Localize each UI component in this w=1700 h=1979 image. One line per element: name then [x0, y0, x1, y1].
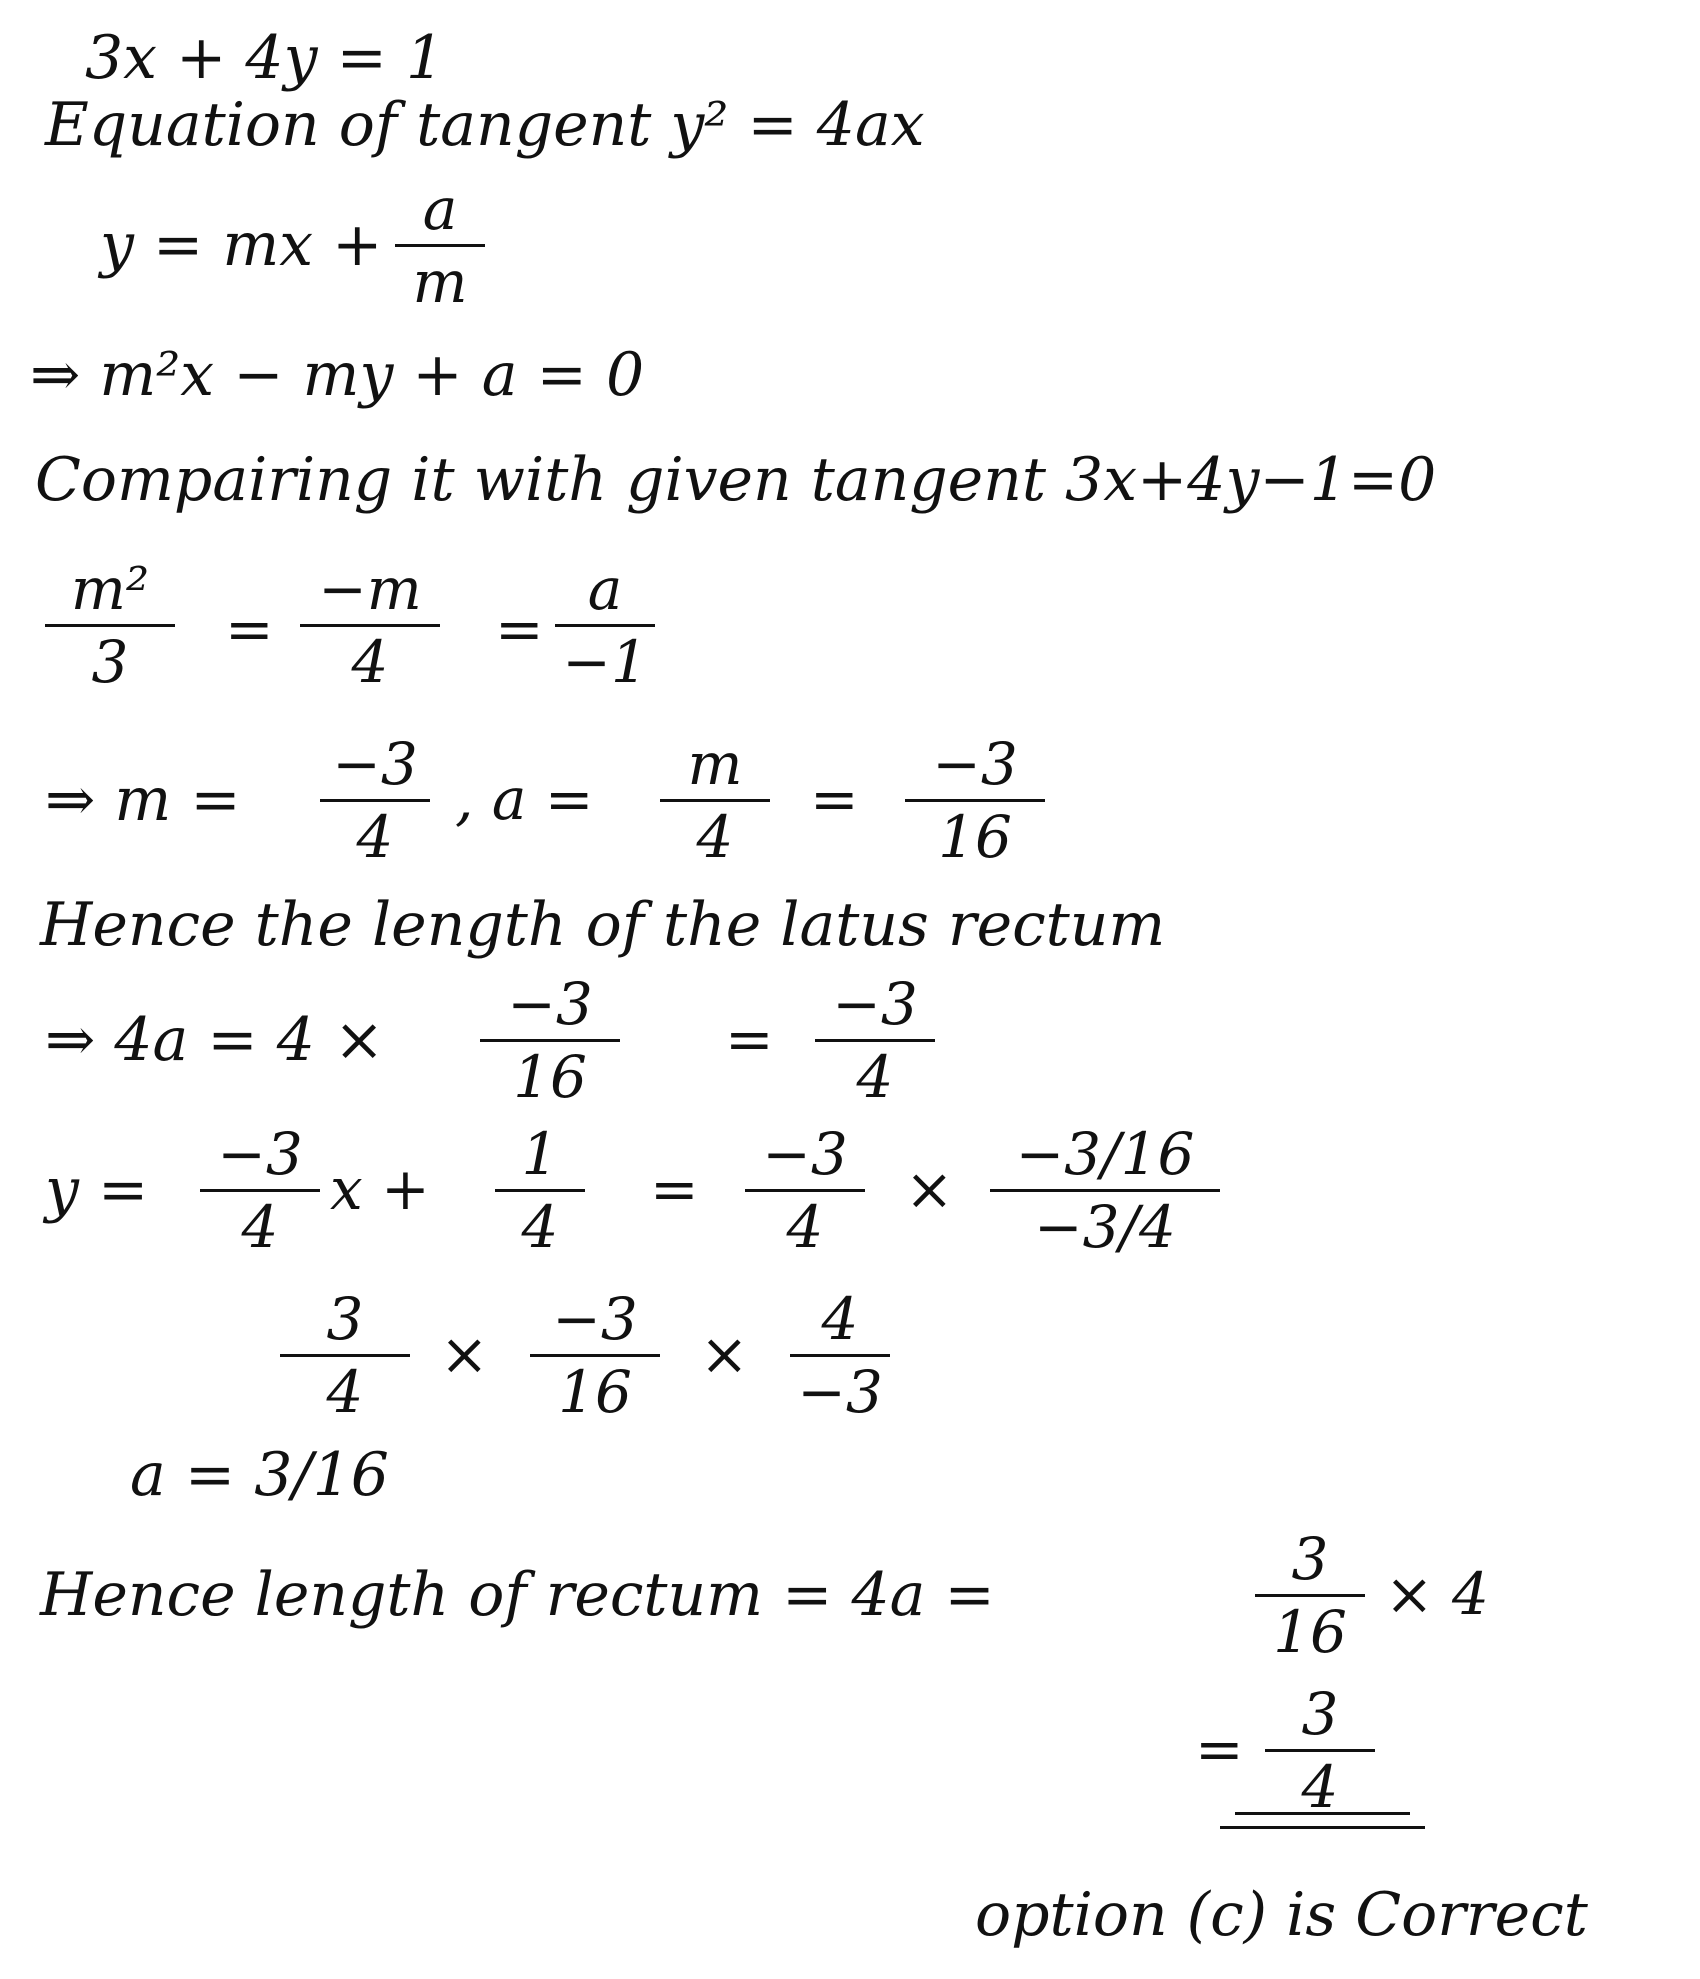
- fraction-4-over-neg3: 4 −3: [790, 1290, 890, 1421]
- fraction-m-squared-over-3: m² 3: [45, 560, 175, 691]
- equals-sign: =: [810, 765, 859, 833]
- correct-option-statement: option (c) is Correct: [975, 1880, 1588, 1950]
- fraction-3-over-4: 3 4: [280, 1290, 410, 1421]
- fraction-3-over-16: 3 16: [1255, 1530, 1365, 1661]
- a-value-prefix: , a =: [455, 765, 594, 833]
- four-a-prefix: ⇒ 4a = 4 ×: [45, 1005, 385, 1075]
- length-of-rectum-prefix: Hence length of rectum = 4a =: [40, 1560, 995, 1630]
- fraction-m-over-4: m 4: [660, 735, 770, 866]
- times-sign: ×: [440, 1320, 489, 1388]
- tangent-equation-heading: Equation of tangent y² = 4ax: [45, 90, 925, 160]
- given-line-equation: 3x + 4y = 1: [85, 23, 445, 93]
- fraction-neg3-over-16: −3 16: [905, 735, 1045, 866]
- fraction-neg3-over-4: −3 4: [320, 735, 430, 866]
- comparing-statement: Compairing it with given tangent 3x+4y−1=0: [35, 445, 1437, 515]
- fraction-neg3-16-over-neg3-4: −3/16 −3/4: [990, 1125, 1220, 1256]
- answer-underline: [1235, 1812, 1410, 1815]
- fraction-a-over-neg1: a −1: [555, 560, 655, 691]
- fraction-a-over-m: a m: [395, 180, 485, 311]
- x-plus-term: x +: [330, 1155, 430, 1223]
- equals-sign: =: [495, 595, 544, 663]
- fraction-neg3-over-4: −3 4: [200, 1125, 320, 1256]
- fraction-neg3-over-4: −3 4: [815, 975, 935, 1106]
- a-value-result: a = 3/16: [130, 1440, 389, 1510]
- equals-sign: =: [225, 595, 274, 663]
- fraction-neg3-over-16: −3 16: [480, 975, 620, 1106]
- y-equals-prefix: y =: [45, 1155, 149, 1225]
- equals-sign: =: [650, 1155, 699, 1223]
- equals-sign: =: [725, 1005, 774, 1073]
- fraction-neg3-over-16: −3 16: [530, 1290, 660, 1421]
- m-value-prefix: ⇒ m =: [45, 765, 241, 835]
- rearranged-tangent-equation: ⇒ m²x − my + a = 0: [30, 340, 645, 410]
- equals-sign: =: [1195, 1715, 1244, 1783]
- fraction-neg3-over-4: −3 4: [745, 1125, 865, 1256]
- fraction-neg-m-over-4: −m 4: [300, 560, 440, 691]
- answer-underline: [1220, 1826, 1425, 1829]
- times-sign: ×: [700, 1320, 749, 1388]
- times-sign: ×: [905, 1155, 954, 1223]
- final-answer-fraction-3-over-4: 3 4: [1265, 1685, 1375, 1816]
- times-four: × 4: [1385, 1560, 1489, 1628]
- fraction-1-over-4: 1 4: [495, 1125, 585, 1256]
- slope-form-lhs: y = mx +: [100, 210, 383, 280]
- latus-rectum-heading: Hence the length of the latus rectum: [40, 890, 1166, 960]
